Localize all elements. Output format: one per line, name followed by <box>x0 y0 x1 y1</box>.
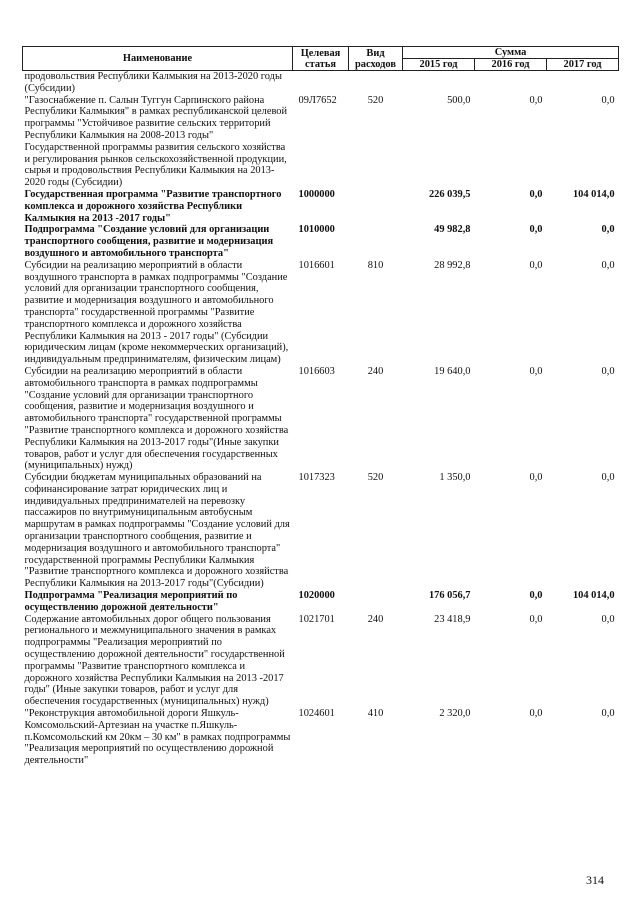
table-row <box>23 71 619 95</box>
row-name: Подпрограмма "Реализация мероприятий по осуществлению дорожной деятельности" <box>24 590 238 613</box>
header-expense-type: Вид расходов <box>349 47 403 71</box>
table-header <box>23 47 619 71</box>
table-body <box>23 71 619 768</box>
row-sum-2016: 0,0 <box>529 188 543 200</box>
row-target-article: 1017323 <box>298 472 335 484</box>
row-sum-2016: 0,0 <box>529 613 543 625</box>
row-name: Субсидии на реализацию мероприятий в области автомобильного транспорта в рамках подпрограммы "Создание условий для организации транспортного сообщения, развитие и модернизация воздушного и автомобильного транспорта" государственной программы "Развитие транспортного комплекса и дорожного хозяйства Республики Калмыкия на 2013-2017 годы"(Иные закупки товаров, работ и услуг для обеспечения государственных (муниципальных) нужд) <box>24 365 289 472</box>
row-target-article: 09Л7652 <box>298 94 337 106</box>
header-target-article: Целевая статья <box>293 47 349 71</box>
row-name: Субсидии на реализацию мероприятий в области воздушного транспорта в рамках подпрограммы "Создание условий для организации транспортного сообщения, развитие и модернизация воздушного и автомобильного транспорта" государственной программы "Развитие транспортного комплекса и дорожного хозяйства Республики Калмыкия на 2013 - 2017 годы" (Субсидии юридическим лицам (кроме некоммерческих организаций), индивидуальным предпринимателям, физическим лицам) <box>24 259 289 366</box>
table-row <box>23 614 619 708</box>
row-sum-2015: 28 992,8 <box>434 259 471 271</box>
budget-document <box>22 46 618 767</box>
row-sum-2017: 0,0 <box>601 613 615 625</box>
row-target-article: 1016603 <box>298 365 335 377</box>
row-sum-2016 <box>475 71 547 95</box>
table-row <box>23 590 619 614</box>
row-sum-2015: 49 982,8 <box>434 224 471 236</box>
row-expense-type <box>349 590 403 614</box>
row-sum-2016: 0,0 <box>529 259 543 271</box>
row-sum-2017: 0,0 <box>601 224 615 236</box>
row-sum-2016: 0,0 <box>529 365 543 377</box>
row-target-article: 1016601 <box>298 259 335 271</box>
row-expense-type: 240 <box>367 365 384 377</box>
row-sum-2015: 23 418,9 <box>434 613 471 625</box>
header-sum: Сумма <box>403 47 619 59</box>
row-sum-2015: 176 056,7 <box>428 590 471 602</box>
row-name: Подпрограмма "Создание условий для организации транспортного сообщения, развитие и модернизация воздушного и автомобильного транспорта" <box>24 224 274 259</box>
row-name: Содержание автомобильных дорог общего пользования регионального и межмуниципального значения в рамках подпрограммы "Реализация мероприятий по осуществлению дорожной деятельности" государственной программы "Развитие транспортного комплекса и дорожного хозяйства Республики Калмыкия на 2013 -2017 годы" (Иные закупки товаров, работ и услуг для обеспечения государственных (муниципальных) нужд) <box>24 613 285 708</box>
row-sum-2015: 19 640,0 <box>434 365 471 377</box>
row-name: Субсидии бюджетам муниципальных образований на софинансирование затрат юридических лиц и индивидуальных предпринимателей на перевозку пассажиров по внутримуниципальным автобусным маршрутам в рамках подпрограммы "Создание условий для организации транспортного сообщения, развитие и модернизация воздушного и автомобильного транспорта" государственной программы Республики Калмыкия "Развитие транспортного комплекса и дорожного хозяйства Республики Калмыкия на 2013-2017 годы"(Субсидии) <box>24 472 290 590</box>
row-sum-2016: 0,0 <box>529 94 543 106</box>
row-sum-2017: 0,0 <box>601 708 615 720</box>
row-sum-2015: 500,0 <box>447 94 471 106</box>
row-sum-2017: 0,0 <box>601 365 615 377</box>
row-expense-type <box>349 189 403 224</box>
row-name: "Реконструкция автомобильной дороги Яшкуль-Комсомольский-Артезиан на участке п.Яшкуль-п.Комсомольский км 20км – 30 км" в рамках подпрограммы "Реализация мероприятий по осуществлению дорожной деятельности" <box>24 708 291 767</box>
row-target-article: 1024601 <box>298 708 335 720</box>
page-number: 314 <box>586 873 604 887</box>
row-sum-2015: 226 039,5 <box>428 188 471 200</box>
table-row <box>23 472 619 590</box>
row-expense-type <box>349 71 403 95</box>
row-expense-type: 520 <box>367 94 384 106</box>
row-expense-type: 240 <box>367 613 384 625</box>
row-name: продовольствия Республики Калмыкия на 2013-2020 годы (Субсидии) <box>24 71 282 94</box>
row-sum-2016: 0,0 <box>529 708 543 720</box>
row-name: Государственная программа "Развитие транспортного комплекса и дорожного хозяйства Республики Калмыкия на 2013 -2017 годы" <box>24 188 282 224</box>
row-target-article <box>293 71 349 95</box>
row-sum-2017: 0,0 <box>601 472 615 484</box>
row-sum-2016: 0,0 <box>529 590 543 602</box>
row-sum-2015 <box>403 71 475 95</box>
row-expense-type: 810 <box>367 259 384 271</box>
row-target-article: 1010000 <box>298 224 335 236</box>
row-sum-2017: 104 014,0 <box>572 188 615 200</box>
row-target-article: 1000000 <box>298 188 335 200</box>
budget-table <box>22 46 619 767</box>
row-expense-type <box>349 224 403 259</box>
row-target-article: 1020000 <box>298 590 335 602</box>
row-expense-type: 520 <box>367 472 384 484</box>
row-sum-2017: 0,0 <box>601 259 615 271</box>
table-row <box>23 189 619 224</box>
row-expense-type: 410 <box>367 708 384 720</box>
row-target-article: 1021701 <box>298 613 335 625</box>
row-name: "Газоснабжение п. Салын Туггун Сарпинского района Республики Калмыкия" в рамках республиканской целевой программы "Устойчивое развитие сельских территорий Республики Калмыкия на 2008-2013 годы" Государственной программы развития сельского хозяйства и регулирования рынков сельскохозяйственной продукции, сырья и продовольствия Республики Калмыкия на 2013-2020 годы (Субсидии) <box>24 94 288 189</box>
header-name: Наименование <box>23 47 293 71</box>
table-row <box>23 708 619 767</box>
table-row <box>23 260 619 366</box>
header-year-2017: 2017 год <box>547 59 619 71</box>
row-sum-2017: 0,0 <box>601 94 615 106</box>
row-sum-2017 <box>547 71 619 95</box>
row-sum-2017: 104 014,0 <box>572 590 615 602</box>
table-row <box>23 95 619 189</box>
row-sum-2016: 0,0 <box>529 472 543 484</box>
row-sum-2016: 0,0 <box>529 224 543 236</box>
table-row <box>23 366 619 472</box>
table-row <box>23 224 619 259</box>
header-year-2015: 2015 год <box>403 59 475 71</box>
header-year-2016: 2016 год <box>475 59 547 71</box>
row-sum-2015: 2 320,0 <box>439 708 471 720</box>
row-sum-2015: 1 350,0 <box>439 472 471 484</box>
